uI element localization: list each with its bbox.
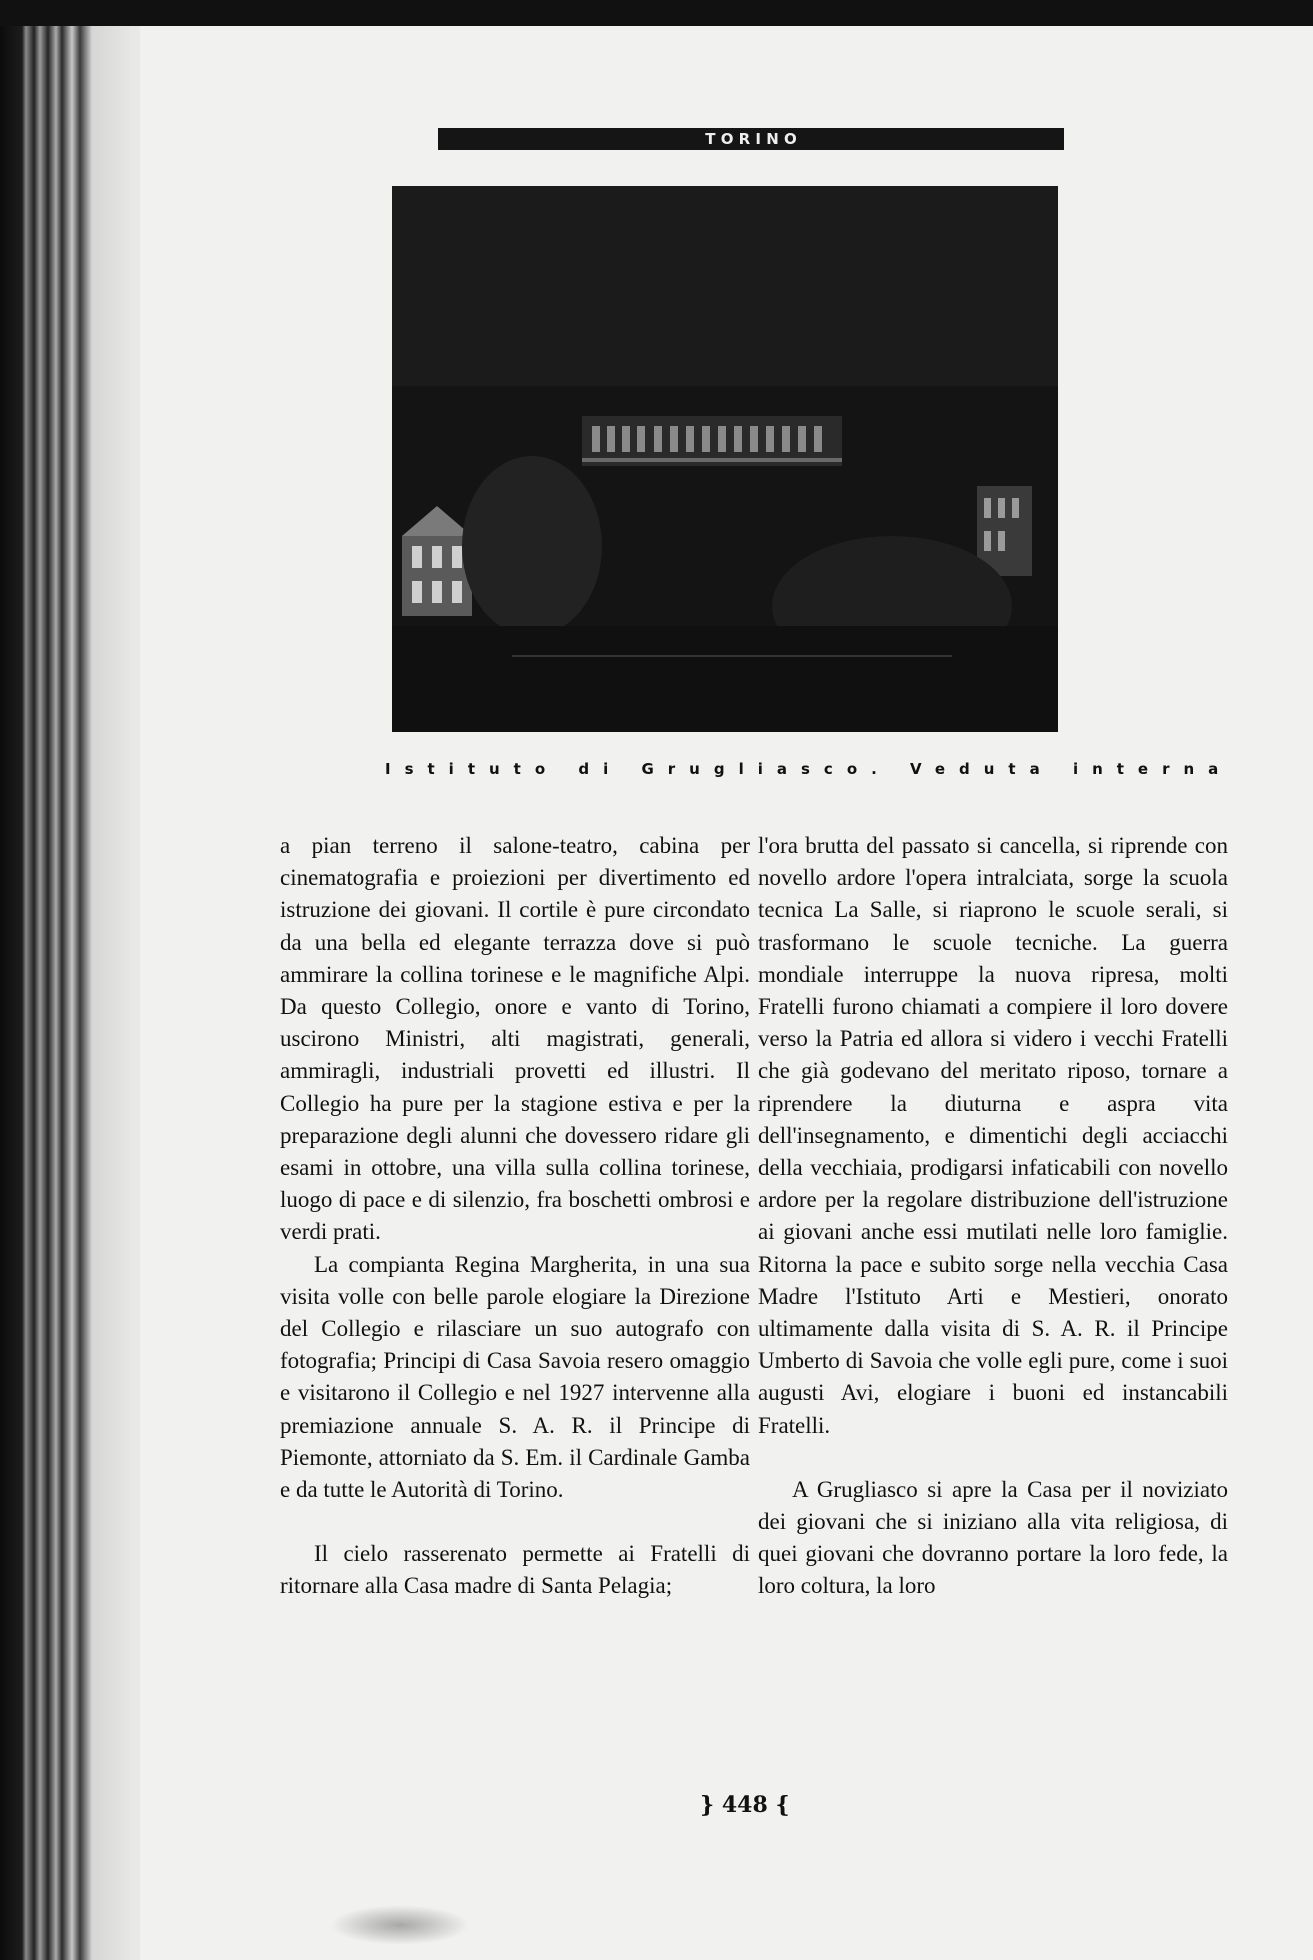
running-head-text: T O R I N O [705,130,797,148]
paragraph: a pian terreno il salone-teatro, cabina per cinematografia e proiezioni per divertimento ed istruzione dei giovani. Il cortile è pure circondato da una bella ed elegante terrazza dove si può ammirare la collina torinese e le magnifiche Alpi. Da questo Collegio, onore e vanto di Torino, uscirono Ministri, alti magistrati, generali, ammiragli, industriali provetti ed illustri. Il Collegio ha pure per la stagione estiva e per la preparazione degli alunni che dovessero ridare gli esami in ottobre, una villa sulla collina torinese, luogo di pace e di silenzio, fra boschetti ombrosi e verdi prati. [280,833,750,1245]
scan-binding-edge [0,0,130,1960]
page-number [700,1792,790,1818]
paragraph: A Grugliasco si apre la Casa per il noviziato dei giovani che si iniziano alla vita religiosa, di quei giovani che dovranno portare la loro fede, la loro coltura, la loro [758,1476,1228,1599]
running-head [438,128,1064,150]
folio-bracket-left: } [700,1792,715,1818]
paragraph: La compianta Regina Margherita, in una sua visita volle con belle parole elogiare la Direzione del Collegio e rilasciare un suo autografo con fotografia; Principi di Casa Savoia resero omaggio e visitarono il Collegio e nel 1927 intervenne alla premiazione annuale S. A. R. il Principe di Piemonte, attorniato da S. Em. il Cardinale Gamba e da tutte le Autorità di Torino. [280,1251,750,1503]
interior-view-photo [392,186,1058,732]
photo-illustration [392,186,1058,732]
photo-caption: Istituto di Grugliasco. Veduta interna [385,760,1233,778]
scan-top-edge [0,0,1313,26]
right-column [758,830,1228,1603]
scan-smudge [330,1905,470,1945]
paragraph: Il cielo rasserenato permette ai Fratelli di ritornare alla Casa madre di Santa Pelagia; [280,1541,750,1599]
folio-bracket-right: { [775,1792,790,1818]
paragraph: l'ora brutta del passato si cancella, si riprende con novello ardore l'opera intralciata, sorge la scuola tecnica La Salle, si riaprono le scuole serali, si trasformano le scuole tecniche. La guerra mondiale interruppe la nuova ripresa, molti Fratelli furono chiamati a compiere il loro dovere verso la Patria ed allora si videro i vecchi Fratelli che già godevano del meritato riposo, tornare a riprendere la diuturna e aspra vita dell'insegnamento, e dimentichi degli acciacchi della vecchiaia, prodigarsi infaticabili con novello ardore per la regolare distribuzione dell'istruzione ai giovani anche essi mutilati nelle loro famiglie. Ritorna la pace e subito sorge nella vecchia Casa Madre l'Istituto Arti e Mestieri, onorato ultimamente dalla visita di S. A. R. il Principe Umberto di Savoia che volle egli pure, come i suoi augusti Avi, elogiare i buoni ed instancabili Fratelli. [758,833,1228,1438]
left-column [280,830,750,1603]
page-number-text: 448 [721,1792,768,1818]
